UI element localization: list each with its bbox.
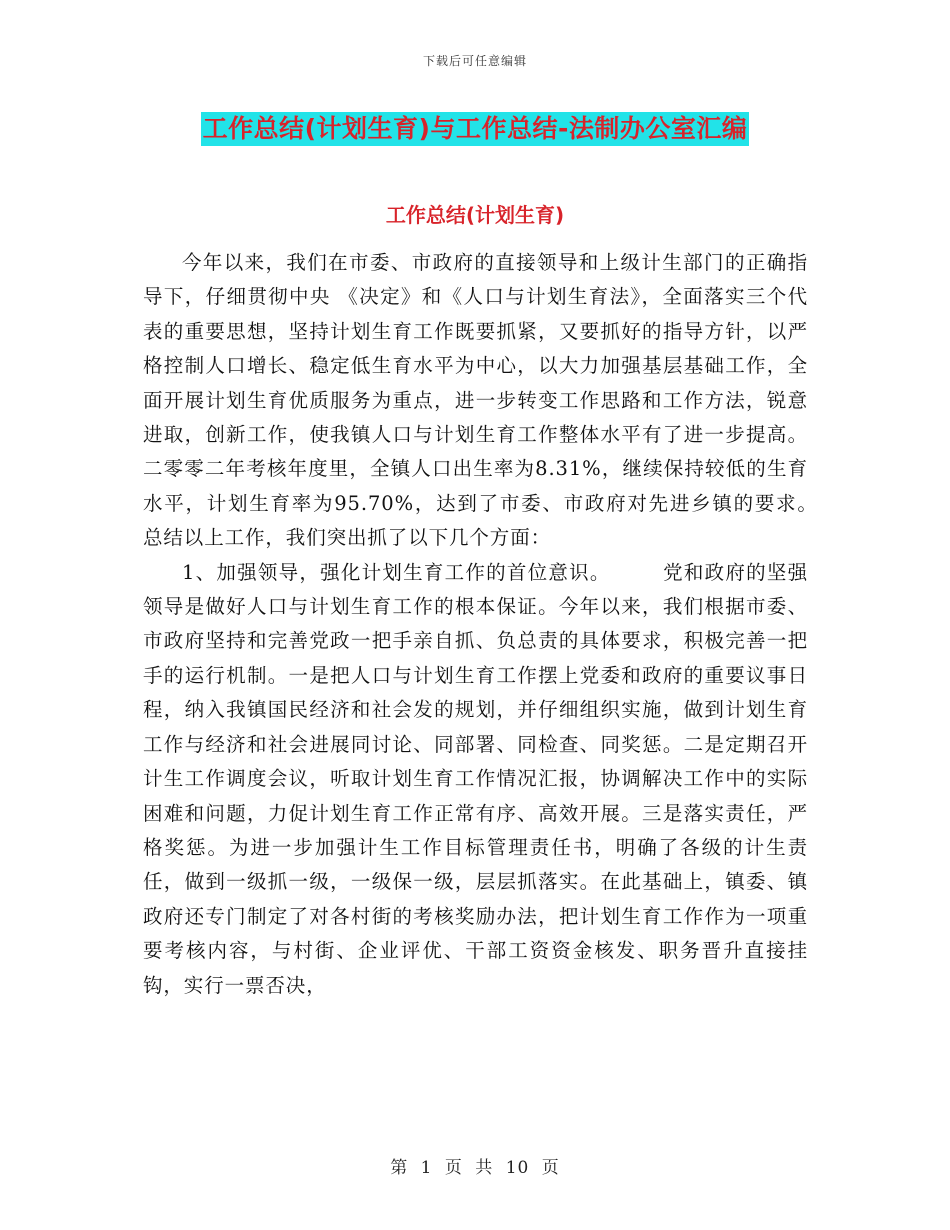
document-title-container xyxy=(0,112,950,146)
page-header: 下载后可任意编辑 xyxy=(422,54,527,68)
section-title: 工作总结(计划生育) xyxy=(385,203,565,227)
document-title: 工作总结(计划生育)与工作总结-法制办公室汇编 xyxy=(201,112,750,146)
document-body xyxy=(143,246,870,1003)
body-paragraph: 今年以来，我们在市委、市政府的直接领导和上级计生部门的正确指导下，仔细贯彻中央 《决定》和《人口与计划生育法》，全面落实三个代表的重要思想，坚持计划生育工作既要抓紧，又要抓好的指导方针，以严格控制人口增长、稳定低生育水平为中心，以大力加强基层基础工作，全面开展计划生育优质服务为重点，进一步转变工作思路和工作方法，锐意进取，创新工作，使我镇人口与计划生育工作整体水平有了进一步提高。二零零二年考核年度里，全镇人口出生率为8.31%，继续保持较低的生育水平，计划生育率为95.70%，达到了市委、市政府对先进乡镇的要求。 总结以上工作，我们突出抓了以下几个方面： xyxy=(143,251,870,550)
body-paragraph: 1、加强领导，强化计划生育工作的首位意识。 党和政府的坚强领导是做好人口与计划生育工作的根本保证。今年以来，我们根据市委、市政府坚持和完善党政一把手亲自抓、负总责的具体要求，积极完善一把手的运行机制。一是把人口与计划生育工作摆上党委和政府的重要议事日程，纳入我镇国民经济和社会发的规划，并仔细组织实施，做到计划生育工作与经济和社会进展同讨论、同部署、同检查、同奖惩。二是定期召开计生工作调度会议，听取计划生育工作情况汇报，协调解决工作中的实际困难和问题，力促计划生育工作正常有序、高效开展。三是落实责任，严格奖惩。为进一步加强计生工作目标管理责任书，明确了各级的计生责任，做到一级抓一级，一级保一级，层层抓落实。在此基础上，镇委、镇政府还专门制定了对各村街的考核奖励办法，把计划生育工作作为一项重要考核内容，与村街、企业评优、干部工资资金核发、职务晋升直接挂钩，实行一票否决， xyxy=(143,560,808,997)
page-number: 第 1 页 共 10 页 xyxy=(390,1158,560,1178)
